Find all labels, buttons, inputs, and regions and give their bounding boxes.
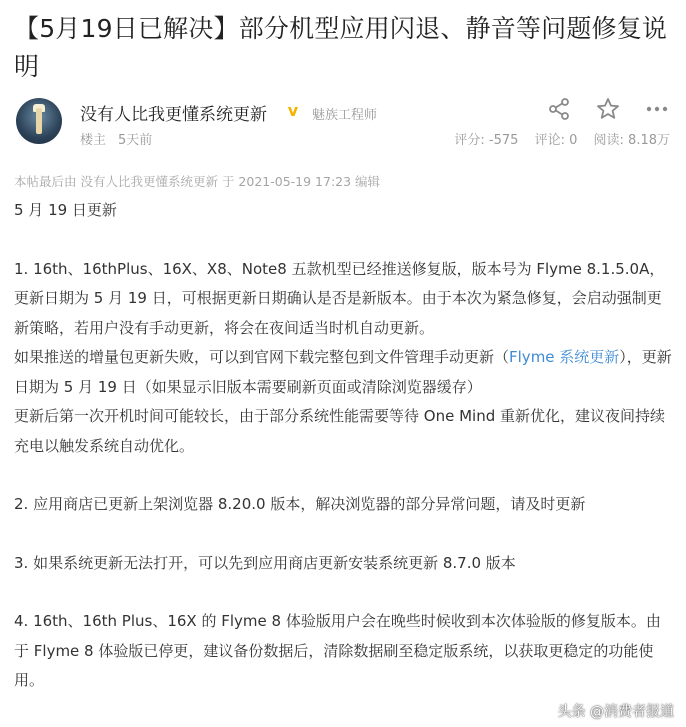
flyme-update-link[interactable]: Flyme 系统更新 — [509, 348, 620, 366]
paragraph-1: 1. 16th、16thPlus、16X、X8、Note8 五款机型已经推送修复版，版本号为 Flyme 8.1.5.0A，更新日期为 5 月 19 日，可根据更新日期确认是否是新版本。由于本次为紧急修复，会启动强制更新策略，若用户没有手动更新，将会在夜间适当时机自动更新。 — [14, 259, 665, 337]
paragraph-4: 2. 应用商店已更新上架浏览器 8.20.0 版本，解决浏览器的部分异常问题，请及时更新 — [14, 495, 586, 513]
more-icon[interactable] — [644, 96, 670, 122]
paragraph-3: 更新后第一次开机时间可能较长，由于部分系统性能需要等待 One Mind 重新优化，建议夜间持续充电以触发系统自动优化。 — [14, 407, 665, 455]
watermark: 头条 @消费者报道 — [557, 704, 674, 720]
post-stats — [442, 129, 670, 148]
rating-stat: 评分: -575 — [454, 133, 519, 148]
views-stat: 阅读: 8.18万 — [593, 133, 670, 148]
comments-stat: 评论: 0 — [534, 133, 578, 148]
author-role: 魅族工程师 — [312, 108, 378, 123]
avatar-lamp — [36, 108, 42, 134]
post-content — [14, 196, 674, 696]
floor-label: 楼主 — [80, 133, 107, 148]
share-icon[interactable] — [546, 96, 572, 122]
star-icon[interactable] — [595, 96, 621, 122]
post-actions — [528, 96, 670, 122]
author-block — [14, 96, 674, 156]
paragraph-6: 4. 16th、16th Plus、16X 的 Flyme 8 体验版用户会在晚些时候收到本次体验版的修复版本。由于 Flyme 8 体验版已停更，建议备份数据后，清除数据刷至稳定版系统，以获取更稳定的功能使用。 — [14, 612, 661, 689]
edit-note: 本帖最后由 没有人比我更懂系统更新 于 2021-05-19 17:23 编辑 — [14, 174, 381, 189]
paragraph-2-after: ），更新日期为 5 月 19 日（如果显示旧版本需要刷新页面或清除浏览器缓存） — [14, 348, 672, 396]
paragraph-2 — [14, 343, 674, 402]
post-title: 【5月19日已解决】部分机型应用闪退、静音等问题修复说明 — [14, 14, 668, 81]
verified-icon: v — [287, 101, 299, 120]
paragraph-5: 3. 如果系统更新无法打开，可以先到应用商店更新安装系统更新 8.7.0 版本 — [14, 553, 516, 572]
avatar[interactable] — [16, 98, 62, 144]
paragraph-2-before: 如果推送的增量包更新失败，可以到官网下载完整包到文件管理手动更新（ — [14, 348, 510, 366]
update-date: 5 月 19 日更新 — [14, 201, 117, 219]
author-name[interactable]: 没有人比我更懂系统更新 — [80, 105, 267, 125]
post-time: 5天前 — [118, 133, 153, 148]
